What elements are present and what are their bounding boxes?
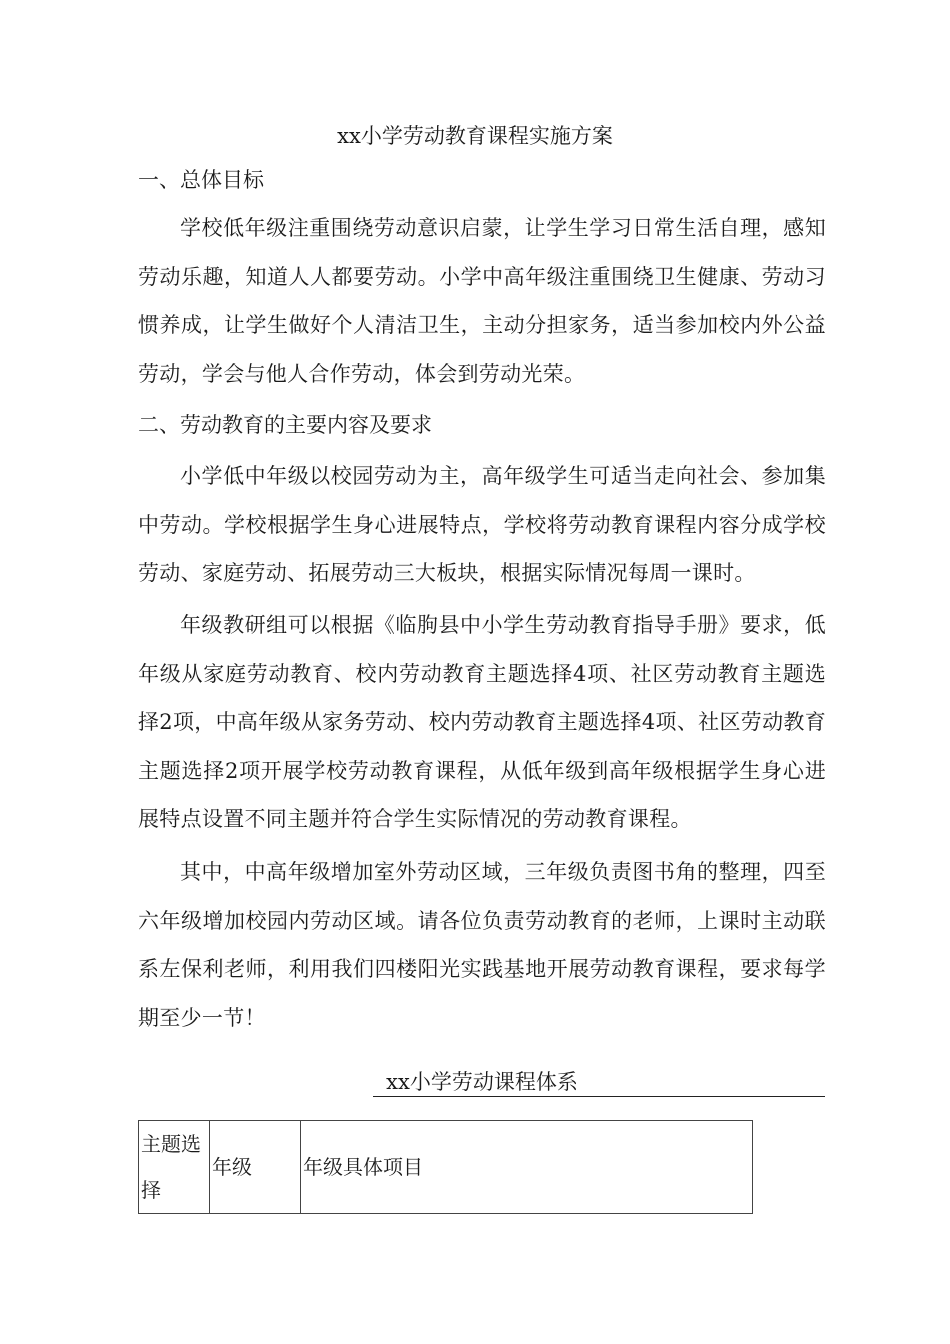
course-table [138, 1120, 753, 1214]
document-title: xx小学劳动教育课程实施方案 [337, 124, 613, 148]
section-heading-goals: 一、总体目标 [138, 168, 264, 192]
header-items: 年级具体项目 [301, 1121, 753, 1214]
paragraph-content-2: 年级教研组可以根据《临朐县中小学生劳动教育指导手册》要求，低年级从家庭劳动教育、校内劳动教育主题选择4项、社区劳动教育主题选择2项，中高年级从家务劳动、校内劳动教育主题选择4项、社区劳动教育主题选择2项开展学校劳动教育课程，从低年级到高年级根据学生身心进展特点设置不同主题并符合学生实际情况的劳动教育课程。 [138, 613, 826, 832]
table-header-row [139, 1121, 753, 1214]
paragraph-goals: 学校低年级注重围绕劳动意识启蒙，让学生学习日常生活自理，感知劳动乐趣，知道人人都要劳动。小学中高年级注重围绕卫生健康、劳动习惯养成，让学生做好个人清洁卫生，主动分担家务，适当参加校内外公益劳动，学会与他人合作劳动，体会到劳动光荣。 [138, 216, 826, 386]
section-heading-content: 二、劳动教育的主要内容及要求 [138, 413, 432, 437]
paragraph-content-1: 小学低中年级以校园劳动为主，高年级学生可适当走向社会、参加集中劳动。学校根据学生身心进展特点，学校将劳动教育课程内容分成学校劳动、家庭劳动、拓展劳动三大板块，根据实际情况每周一课时。 [138, 464, 826, 586]
paragraph-content-3: 其中，中高年级增加室外劳动区域，三年级负责图书角的整理，四至六年级增加校园内劳动区域。请各位负责劳动教育的老师，上课时主动联系左保利老师，利用我们四楼阳光实践基地开展劳动教育课程，要求每学期至少一节！ [138, 860, 826, 1030]
table-title: xx小学劳动课程体系 [386, 1070, 578, 1094]
header-grade: 年级 [210, 1121, 301, 1214]
header-topic: 主题选择 [139, 1121, 210, 1214]
table-title-underline [373, 1096, 825, 1097]
